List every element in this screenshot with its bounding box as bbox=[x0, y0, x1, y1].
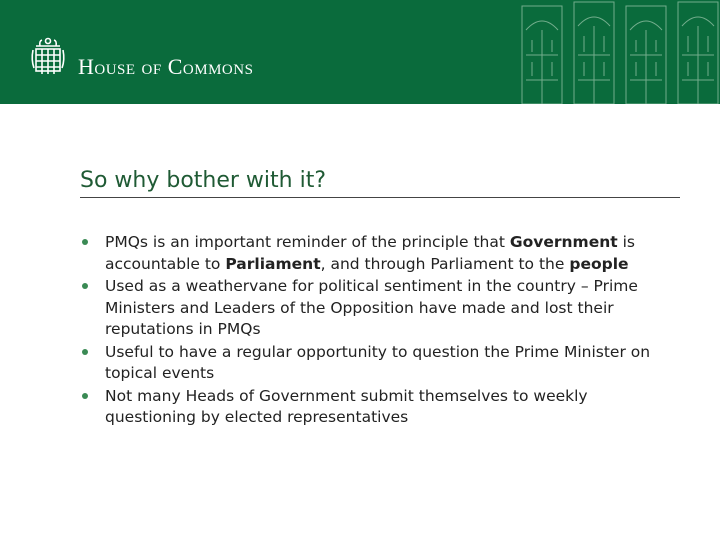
bullet-dot-icon bbox=[82, 349, 88, 355]
bullet-dot-icon bbox=[82, 393, 88, 399]
bullet-item: Useful to have a regular opportunity to question the Prime Minister on topical events bbox=[80, 342, 660, 385]
title-divider bbox=[80, 197, 680, 198]
bullet-dot-icon bbox=[82, 239, 88, 245]
portcullis-icon bbox=[30, 36, 66, 78]
bullet-list bbox=[80, 232, 660, 430]
parliament-building-image bbox=[518, 0, 720, 104]
header-banner bbox=[0, 0, 720, 104]
brand-name: House of Commons bbox=[78, 54, 254, 79]
bullet-item: PMQs is an important reminder of the principle that Government is accountable to Parliament, and through Parliament to the people bbox=[80, 232, 660, 275]
slide-title: So why bother with it? bbox=[80, 168, 327, 193]
bullet-item: Used as a weathervane for political sentiment in the country – Prime Ministers and Leaders of the Opposition have made and lost their reputations in PMQs bbox=[80, 276, 660, 341]
bullet-dot-icon bbox=[82, 283, 88, 289]
bullet-item: Not many Heads of Government submit themselves to weekly questioning by elected representatives bbox=[80, 386, 660, 429]
